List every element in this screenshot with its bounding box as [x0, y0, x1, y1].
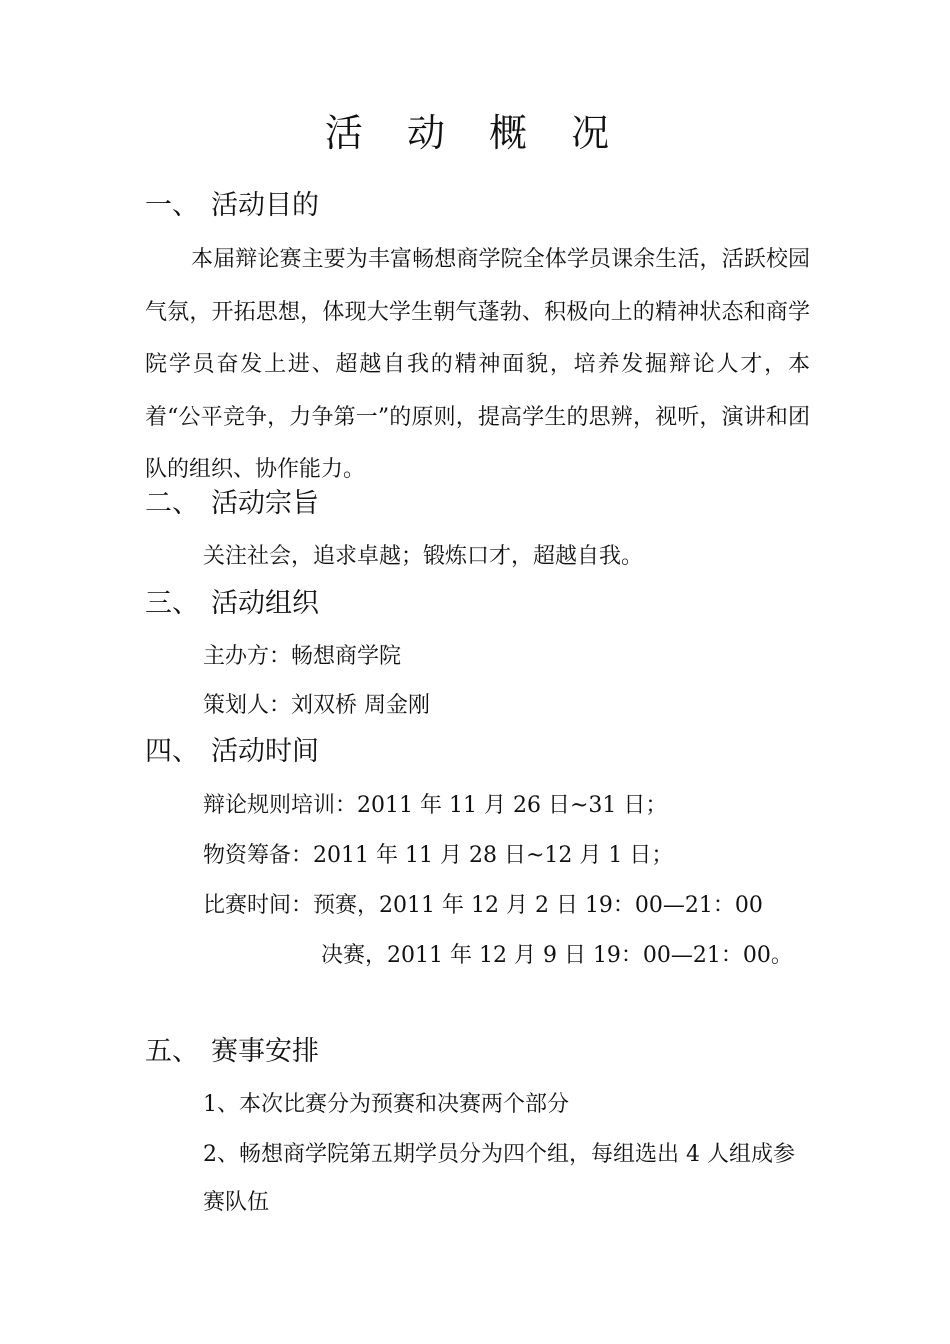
section-number: 四、 [145, 736, 199, 767]
section-number: 五、 [145, 1036, 199, 1067]
section-title: 活动组织 [211, 588, 319, 619]
arrangement-item-1: 1、本次比赛分为预赛和决赛两个部分 [203, 1092, 569, 1117]
section-title: 活动宗旨 [211, 488, 319, 519]
arrangement-item-2: 2、畅想商学院第五期学员分为四个组，每组选出 4 人组成参赛队伍 [203, 1142, 795, 1215]
section-heading-time [145, 732, 319, 772]
final-time-line: 决赛，2011 年 12 月 9 日 19：00—21：00。 [321, 943, 793, 968]
training-time-line: 辩论规则培训：2011 年 11 月 26 日~31 日； [203, 793, 668, 818]
section-number: 三、 [145, 588, 199, 619]
organizer-line: 主办方：畅想商学院 [203, 644, 402, 669]
planner-line: 策划人：刘双桥 周金刚 [203, 693, 430, 718]
section-title: 活动时间 [211, 736, 319, 767]
section-paragraph-purpose: 本届辩论赛主要为丰富畅想商学院全体学员课余生活，活跃校园气氛，开拓思想，体现大学生朝气蓬勃、积极向上的精神状态和商学院学员奋发上进、超越自我的精神面貌，培养发掘辩论人才，本着“公平竞争，力争第一”的原则，提高学生的思辨，视听，演讲和团队的组织、协作能力。 [145, 247, 810, 482]
page-title: 活 动 概 况 [324, 111, 626, 155]
preparation-time-line: 物资筹备：2011 年 11 月 28 日~12 月 1 日； [203, 843, 674, 868]
section-title: 活动目的 [211, 190, 319, 221]
section-number: 二、 [145, 488, 199, 519]
section-heading-organization [145, 584, 319, 624]
section-heading-aim [145, 484, 319, 524]
section-number: 一、 [145, 190, 199, 221]
section-heading-arrangement [145, 1032, 319, 1072]
section-heading-purpose [145, 186, 319, 226]
prelim-time-line: 比赛时间：预赛，2011 年 12 月 2 日 19：00—21：00 [203, 893, 763, 918]
section-title: 赛事安排 [211, 1036, 319, 1067]
aim-text: 关注社会，追求卓越；锻炼口才，超越自我。 [203, 544, 644, 569]
